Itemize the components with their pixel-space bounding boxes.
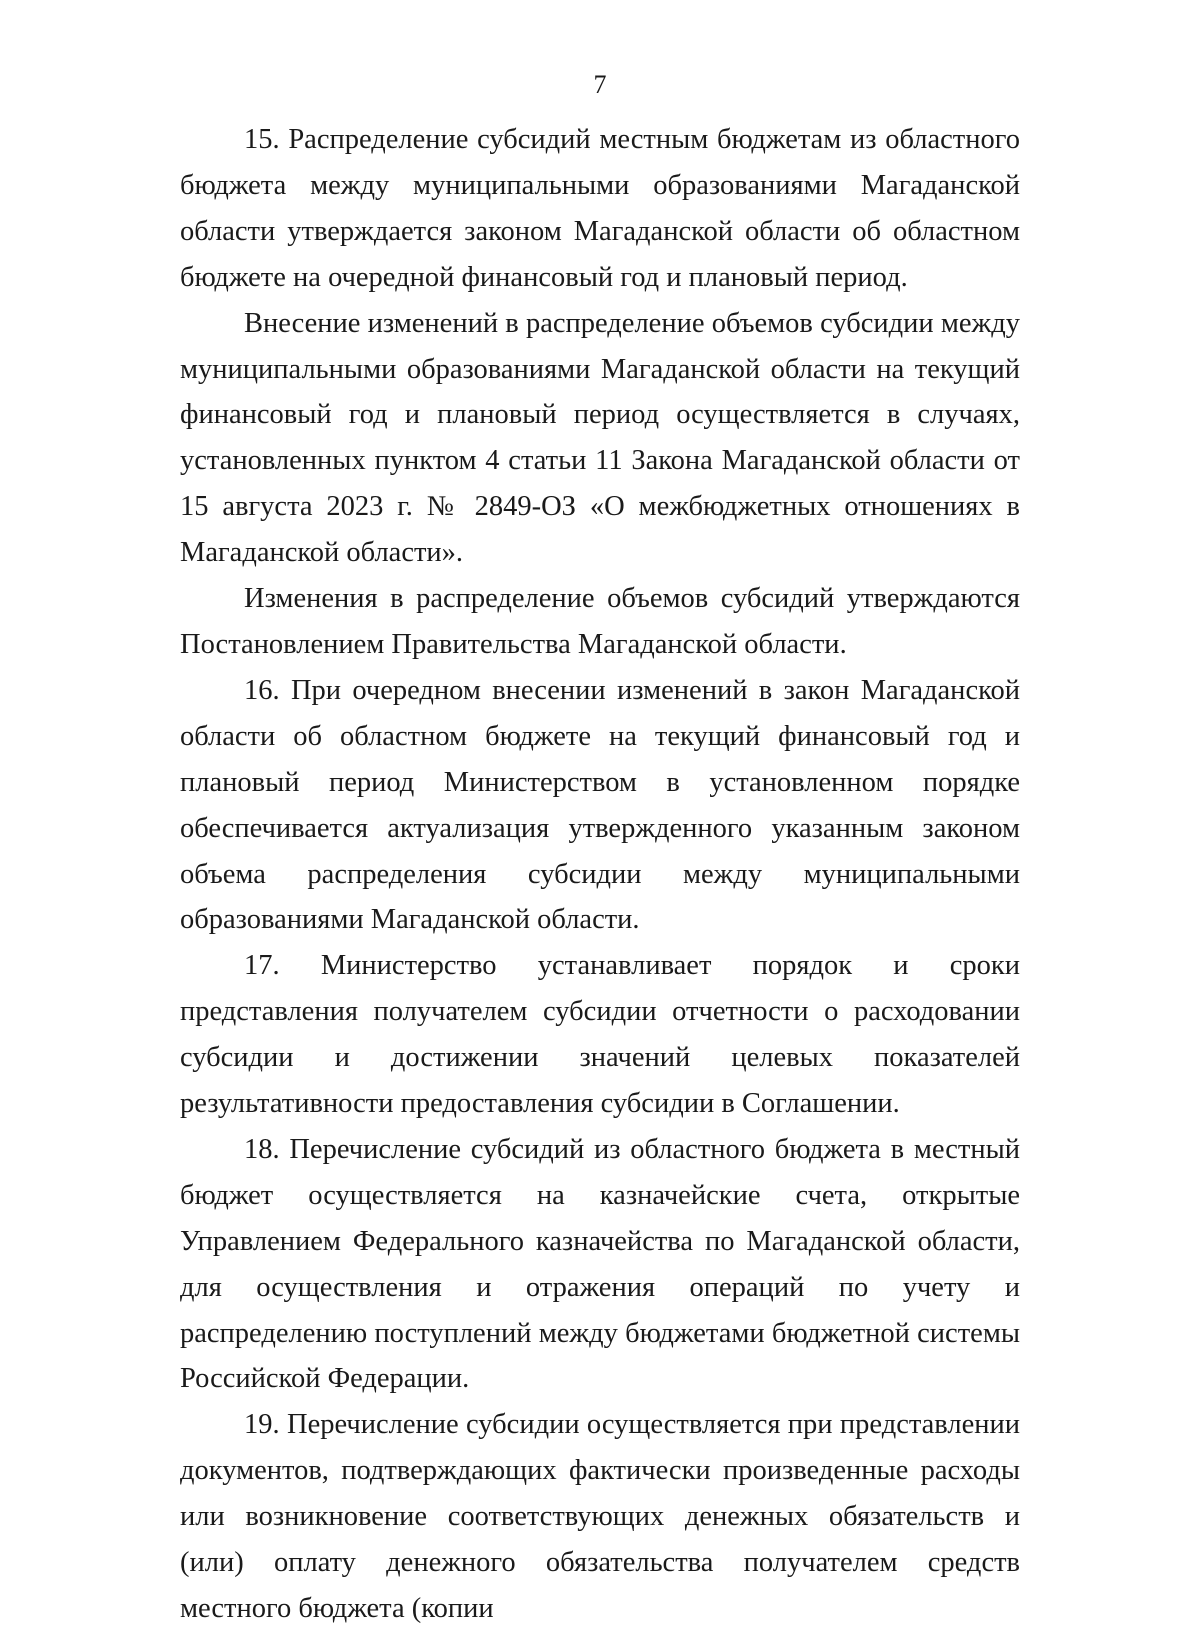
paragraph-19: 19. Перечисление субсидии осуществляется при представлении документов, подтверждающих фактически произведенные расходы или возникновение соответствующих денежных обязательств и (или) оплату денежного обязательства получателем средств местного бюджета (копии (180, 1409, 1020, 1624)
paragraph-15: 15. Распределение субсидий местным бюджетам из областного бюджета между муниципальными образованиями Магаданской области утверждается законом Магаданской области об областном бюджете на очередной финансовый год и плановый период. (180, 124, 1020, 293)
document-body (180, 117, 1020, 1632)
paragraph-15-approval: Изменения в распределение объемов субсидий утверждаются Постановлением Правительства Магаданской области. (180, 583, 1020, 660)
paragraph-16: 16. При очередном внесении изменений в закон Магаданской области об областном бюджете на текущий финансовый год и плановый период Министерством в установленном порядке обеспечивается актуализация утвержденного указанным законом объема распределения субсидии между муниципальными образованиями Магаданской области. (180, 674, 1020, 936)
paragraph-15-amendments: Внесение изменений в распределение объемов субсидии между муниципальными образованиями Магаданской области на текущий финансовый год и плановый период осуществляется в случаях, установленных пунктом 4 статьи 11 Закона Магаданской области от 15 августа 2023 г. № 2849-ОЗ «О межбюджетных отношениях в Магаданской области». (180, 307, 1020, 569)
paragraph-17: 17. Министерство устанавливает порядок и сроки представления получателем субсидии отчетности о расходовании субсидии и достижении значений целевых показателей результативности предоставления субсидии в Соглашении. (180, 950, 1020, 1120)
paragraph-18: 18. Перечисление субсидий из областного бюджета в местный бюджет осуществляется на казначейские счета, открытые Управлением Федерального казначейства по Магаданской области, для осуществления и отражения операций по учету и распределению поступлений между бюджетами бюджетной системы Российской Федерации. (180, 1133, 1020, 1395)
page-number: 7 (593, 70, 607, 99)
